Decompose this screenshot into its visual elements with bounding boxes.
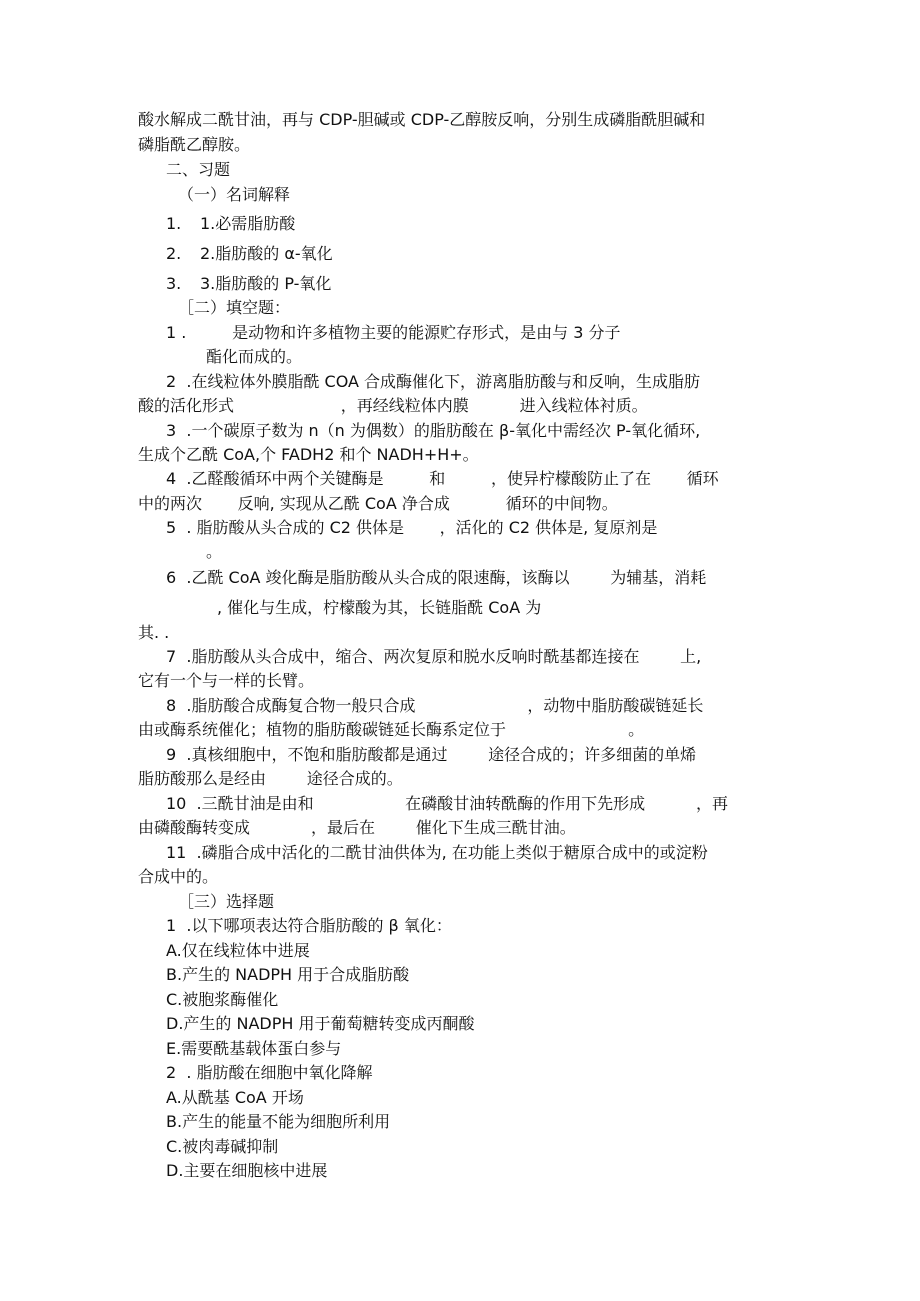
part1-title: （一）名词解释 (178, 185, 291, 204)
section-title: 二、习题 (166, 160, 231, 179)
choice-option: C.被胞浆酶催化 (166, 990, 279, 1009)
intro-line-2: 磷脂酰乙醇胺。 (138, 135, 251, 154)
item-number: 3. (166, 274, 182, 293)
fill-line: 6 .乙酰 CoA 竣化酶是脂肪酸从头合成的限速酶，该酶以 为辅基，消耗 (166, 568, 707, 587)
fill-line: 8 .脂肪酸合成酶复合物一般只合成 ，动物中脂肪酸碳链延长 (166, 696, 704, 715)
fill-line: 。 (206, 542, 223, 561)
fill-line: 9 .真核细胞中，不饱和脂肪酸都是通过 途径合成的；许多细菌的单烯 (166, 745, 697, 764)
choice-option: B.产生的 NADPH 用于合成脂肪酸 (166, 965, 410, 984)
fill-line: 其. . (138, 623, 170, 642)
fill-line: 4 .乙醛酸循环中两个关键酶是 和 ，使异柠檬酸防止了在 循环 (166, 469, 719, 488)
fill-line: 酯化而成的。 (206, 347, 303, 366)
fill-line: 由磷酸酶转变成 ，最后在 催化下生成三酰甘油。 (138, 818, 576, 837)
fill-line: 它有一个与一样的长臂。 (138, 671, 315, 690)
fill-line: 酸的活化形式 ，再经线粒体内膜 进入线粒体衬质。 (138, 396, 648, 415)
choice-option: C.被肉毒碱抑制 (166, 1137, 279, 1156)
part1-item (166, 274, 331, 296)
item-text: 3.脂肪酸的 P-氧化 (200, 274, 332, 293)
fill-line: 11 .磷脂合成中活化的二酰甘油供体为, 在功能上类似于糖原合成中的或淀粉 (166, 843, 708, 862)
fill-line: 生成个乙酰 CoA,个 FADH2 和个 NADH+H+。 (138, 445, 479, 464)
choice-option: B.产生的能量不能为细胞所利用 (166, 1112, 391, 1131)
part1-item (166, 214, 295, 236)
choice-option: D.主要在细胞核中进展 (166, 1161, 328, 1180)
fill-line: 7 .脂肪酸从头合成中，缩合、两次复原和脱水反响时酰基都连接在 上, (166, 647, 702, 666)
choice-option: E.需要酰基载体蛋白参与 (166, 1039, 342, 1058)
item-text: 2.脂肪酸的 α-氧化 (200, 244, 333, 263)
item-number: 2. (166, 244, 182, 263)
choice-question: 2 . 脂肪酸在细胞中氧化降解 (166, 1063, 373, 1082)
fill-line: , 催化与生成，柠檬酸为其，长链脂酰 CoA 为 (217, 598, 542, 617)
fill-line: 合成中的。 (138, 867, 219, 886)
choice-option: A.仅在线粒体中进展 (166, 941, 310, 960)
fill-line: 由或酶系统催化；植物的脂肪酸碳链延长酶系定位于 。 (138, 720, 645, 739)
fill-line: 1 . 是动物和许多植物主要的能源贮存形式，是由与 3 分子 (166, 323, 621, 342)
choice-option: D.产生的 NADPH 用于葡萄糖转变成丙酮酸 (166, 1014, 475, 1033)
part2-title: ［二）填空题： (178, 298, 291, 317)
choice-question: 1 .以下哪项表达符合脂肪酸的 β 氧化： (166, 916, 452, 935)
fill-line: 5 . 脂肪酸从头合成的 C2 供体是 ，活化的 C2 供体是, 复原剂是 (166, 518, 658, 537)
part3-title: ［三）选择题 (178, 892, 275, 911)
intro-line-1: 酸水解成二酰甘油，再与 CDP-胆碱或 CDP-乙醇胺反响，分别生成磷脂酰胆碱和 (138, 110, 706, 129)
fill-line: 3 .一个碳原子数为 n（n 为偶数）的脂肪酸在 β-氧化中需经次 P-氧化循环, (166, 421, 701, 440)
fill-line: 中的两次 反响, 实现从乙酰 CoA 净合成 循环的中间物。 (138, 494, 618, 513)
fill-line: 10 .三酰甘油是由和 在磷酸甘油转酰酶的作用下先形成 ，再 (166, 794, 729, 813)
item-text: 1.必需脂肪酸 (200, 214, 296, 233)
part1-item (166, 244, 333, 266)
fill-line: 2 .在线粒体外膜脂酰 COA 合成酶催化下，游离脂肪酸与和反响，生成脂肪 (166, 372, 701, 391)
choice-option: A.从酰基 CoA 开场 (166, 1088, 304, 1107)
item-number: 1. (166, 214, 182, 233)
fill-line: 脂肪酸那么是经由 途径合成的。 (138, 769, 403, 788)
